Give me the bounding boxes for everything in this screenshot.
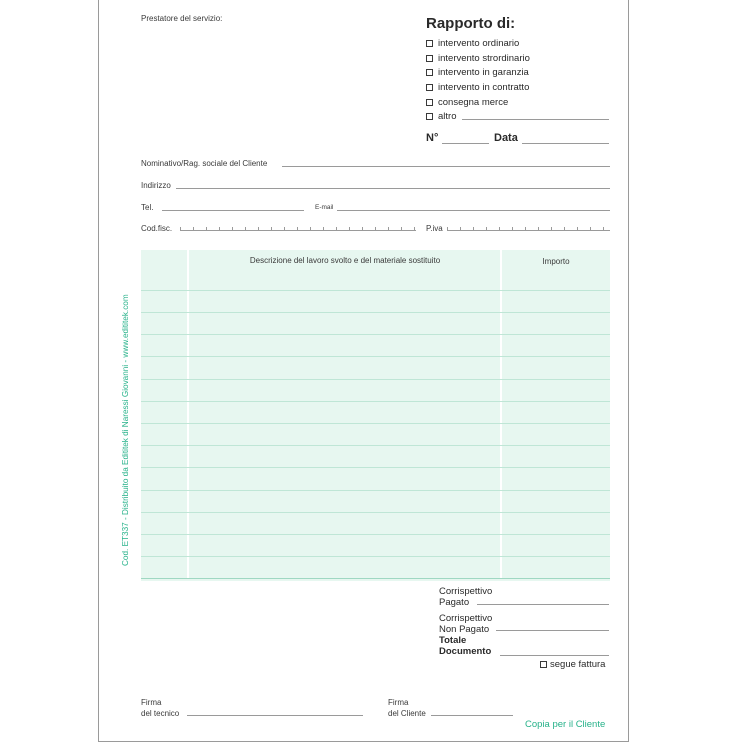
table-row[interactable]	[141, 556, 610, 557]
email-label: E-mail	[315, 204, 334, 211]
option-consegna-merce[interactable]: consegna merce	[426, 97, 508, 108]
amount-header: Importo	[542, 257, 570, 266]
unpaid-field[interactable]	[496, 630, 609, 631]
checkbox[interactable]	[426, 55, 433, 62]
altro-field[interactable]	[462, 119, 609, 120]
table-row[interactable]	[141, 490, 610, 491]
number-field[interactable]	[442, 143, 489, 144]
side-distributor-text: Cod. ET337 - Distribuito da Edititek di Naressi Giovanni - www.edititek.com	[121, 294, 130, 566]
date-field[interactable]	[522, 143, 609, 144]
technician-signature-label: Firma del tecnico	[141, 698, 180, 718]
follows-invoice-option[interactable]: segue fattura	[540, 659, 605, 670]
date-label: Data	[494, 132, 518, 144]
table-row[interactable]	[141, 334, 610, 335]
technician-signature-field[interactable]	[187, 715, 363, 716]
tel-label: Tel.	[141, 203, 154, 212]
checkbox[interactable]	[426, 40, 433, 47]
column-divider	[187, 250, 189, 579]
table-bottom-border	[141, 578, 610, 579]
tax-code-field[interactable]	[180, 226, 416, 231]
column-divider	[500, 250, 502, 579]
table-row[interactable]	[141, 401, 610, 402]
option-intervento-ordinario[interactable]: intervento ordinario	[426, 38, 519, 49]
client-name-label: Nominativo/Rag. sociale del Cliente	[141, 159, 268, 168]
tax-code-label: Cod.fisc.	[141, 224, 173, 233]
option-intervento-garanzia[interactable]: intervento in garanzia	[426, 67, 529, 78]
address-field[interactable]	[176, 188, 610, 189]
table-row[interactable]	[141, 534, 610, 535]
copy-label: Copia per il Cliente	[525, 719, 606, 730]
checkbox[interactable]	[426, 113, 433, 120]
option-altro[interactable]: altro	[426, 111, 456, 122]
vat-field[interactable]	[447, 226, 610, 231]
checkbox[interactable]	[426, 99, 433, 106]
table-row[interactable]	[141, 379, 610, 380]
description-header: Descrizione del lavoro svolto e del materiale sostituito	[249, 256, 441, 265]
client-name-field[interactable]	[282, 166, 610, 167]
work-table	[141, 250, 610, 581]
checkbox[interactable]	[426, 84, 433, 91]
number-label: N°	[426, 132, 439, 144]
client-signature-label: Firma del Cliente	[388, 698, 426, 718]
tel-field[interactable]	[162, 210, 304, 211]
table-row[interactable]	[141, 467, 610, 468]
email-field[interactable]	[337, 210, 610, 211]
vat-label: P.iva	[426, 224, 443, 233]
address-label: Indirizzo	[141, 181, 171, 190]
option-intervento-contratto[interactable]: intervento in contratto	[426, 82, 529, 93]
total-field[interactable]	[500, 655, 609, 656]
table-row[interactable]	[141, 423, 610, 424]
paid-label: Corrispettivo Pagato	[439, 586, 493, 608]
total-label: Totale Documento	[439, 635, 492, 657]
table-row[interactable]	[141, 356, 610, 357]
table-row[interactable]	[141, 312, 610, 313]
client-signature-field[interactable]	[431, 715, 513, 716]
paid-field[interactable]	[477, 604, 609, 605]
checkbox[interactable]	[540, 661, 547, 668]
provider-label: Prestatore del servizio:	[141, 14, 223, 23]
table-row[interactable]	[141, 512, 610, 513]
option-intervento-strordinario[interactable]: intervento strordinario	[426, 53, 530, 64]
report-title: Rapporto di:	[426, 15, 516, 32]
unpaid-label: Corrispettivo Non Pagato	[439, 613, 493, 635]
table-row[interactable]	[141, 445, 610, 446]
checkbox[interactable]	[426, 69, 433, 76]
table-row[interactable]	[141, 290, 610, 291]
